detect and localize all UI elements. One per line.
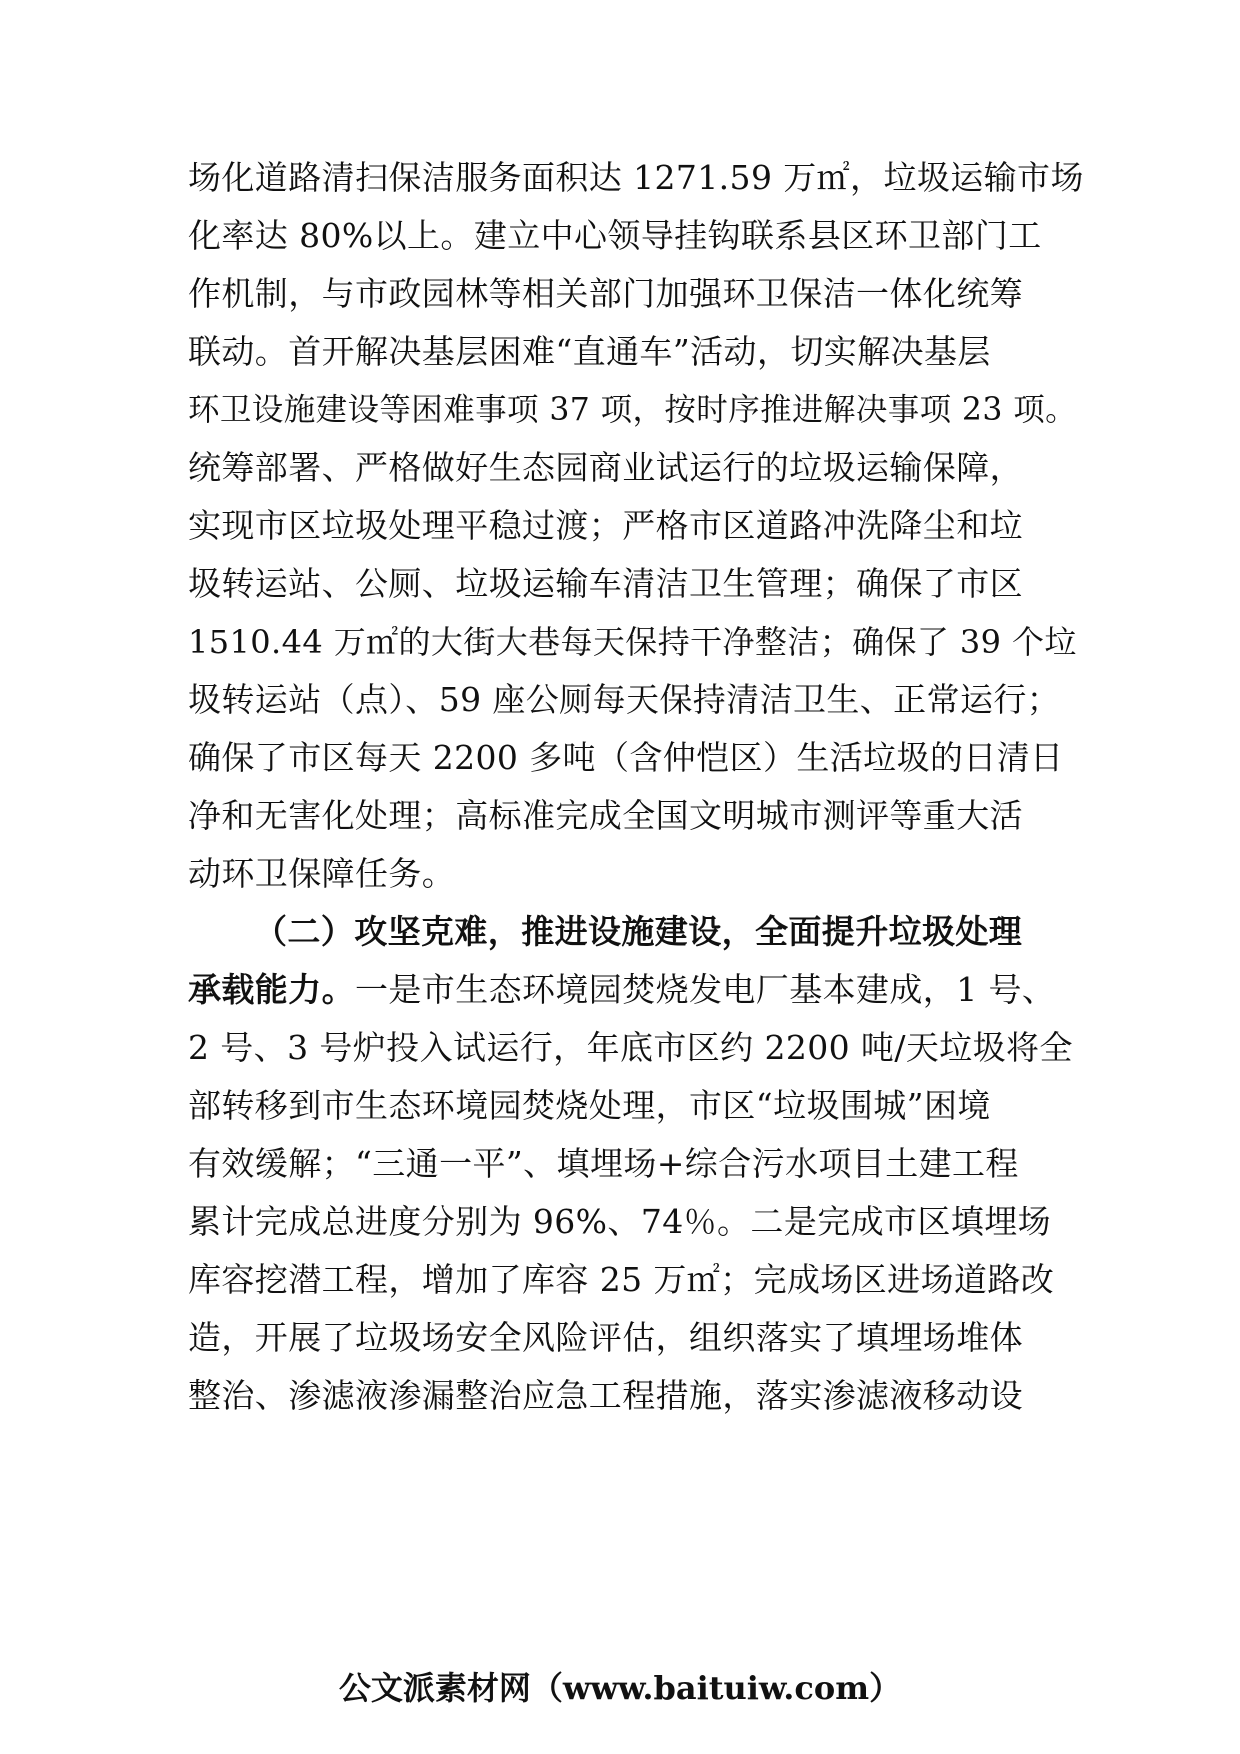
text-line: 净和无害化处理；高标准完成全国文明城市测评等重大活 — [188, 796, 1023, 835]
text-line: 1510.44 万㎡的大街大巷每天保持干净整洁；确保了 39 个垃 — [188, 623, 1077, 661]
text-line: 确保了市区每天 2200 多吨（含仲恺区）生活垃圾的日清日 — [188, 738, 1064, 777]
section-heading-continuation: 承载能力。 — [188, 970, 355, 1009]
text-line: 累计完成总进度分别为 96%、74％。二是完成市区填埋场 — [188, 1202, 1052, 1241]
text-line — [188, 970, 1055, 1010]
text-line: 库容挖潜工程，增加了库容 25 万㎡；完成场区进场道路改 — [188, 1260, 1055, 1299]
text-line: 动环卫保障任务。 — [188, 854, 456, 893]
text-line: 整治、渗滤液渗漏整治应急工程措施，落实渗滤液移动设 — [188, 1376, 1023, 1415]
text-line: 统筹部署、严格做好生态园商业试运行的垃圾运输保障， — [188, 448, 1023, 487]
text-line: 有效缓解；“三通一平”、填埋场+综合污水项目土建工程 — [188, 1144, 1019, 1183]
text-line: 圾转运站（点）、59 座公厕每天保持清洁卫生、正常运行； — [188, 680, 1061, 719]
text-line: 圾转运站、公厕、垃圾运输车清洁卫生管理；确保了市区 — [188, 564, 1023, 603]
text-line: 部转移到市生态环境园焚烧处理，市区“垃圾围城”困境 — [188, 1086, 991, 1125]
text-line-rest: 一是市生态环境园焚烧发电厂基本建成，1 号、 — [355, 970, 1056, 1009]
text-line: 化率达 80%以上。建立中心领导挂钩联系县区环卫部门工 — [188, 216, 1042, 255]
text-line: 联动。首开解决基层困难“直通车”活动，切实解决基层 — [188, 332, 991, 371]
text-line: 场化道路清扫保洁服务面积达 1271.59 万㎡，垃圾运输市场 — [188, 158, 1084, 197]
text-line: 环卫设施建设等困难事项 37 项，按时序推进解决事项 23 项。 — [188, 392, 1078, 428]
text-line: 2 号、3 号炉投入试运行，年底市区约 2200 吨/天垃圾将全 — [188, 1028, 1073, 1067]
footer-watermark: 公文派素材网（www.baituiw.com） — [338, 1669, 902, 1707]
section-heading: （二）攻坚克难，推进设施建设，全面提升垃圾处理 — [254, 912, 1023, 951]
text-line: 实现市区垃圾处理平稳过渡；严格市区道路冲洗降尘和垃 — [188, 506, 1023, 545]
text-line: 作机制，与市政园林等相关部门加强环卫保洁一体化统筹 — [188, 274, 1023, 313]
text-line: 造，开展了垃圾场安全风险评估，组织落实了填埋场堆体 — [188, 1318, 1023, 1357]
